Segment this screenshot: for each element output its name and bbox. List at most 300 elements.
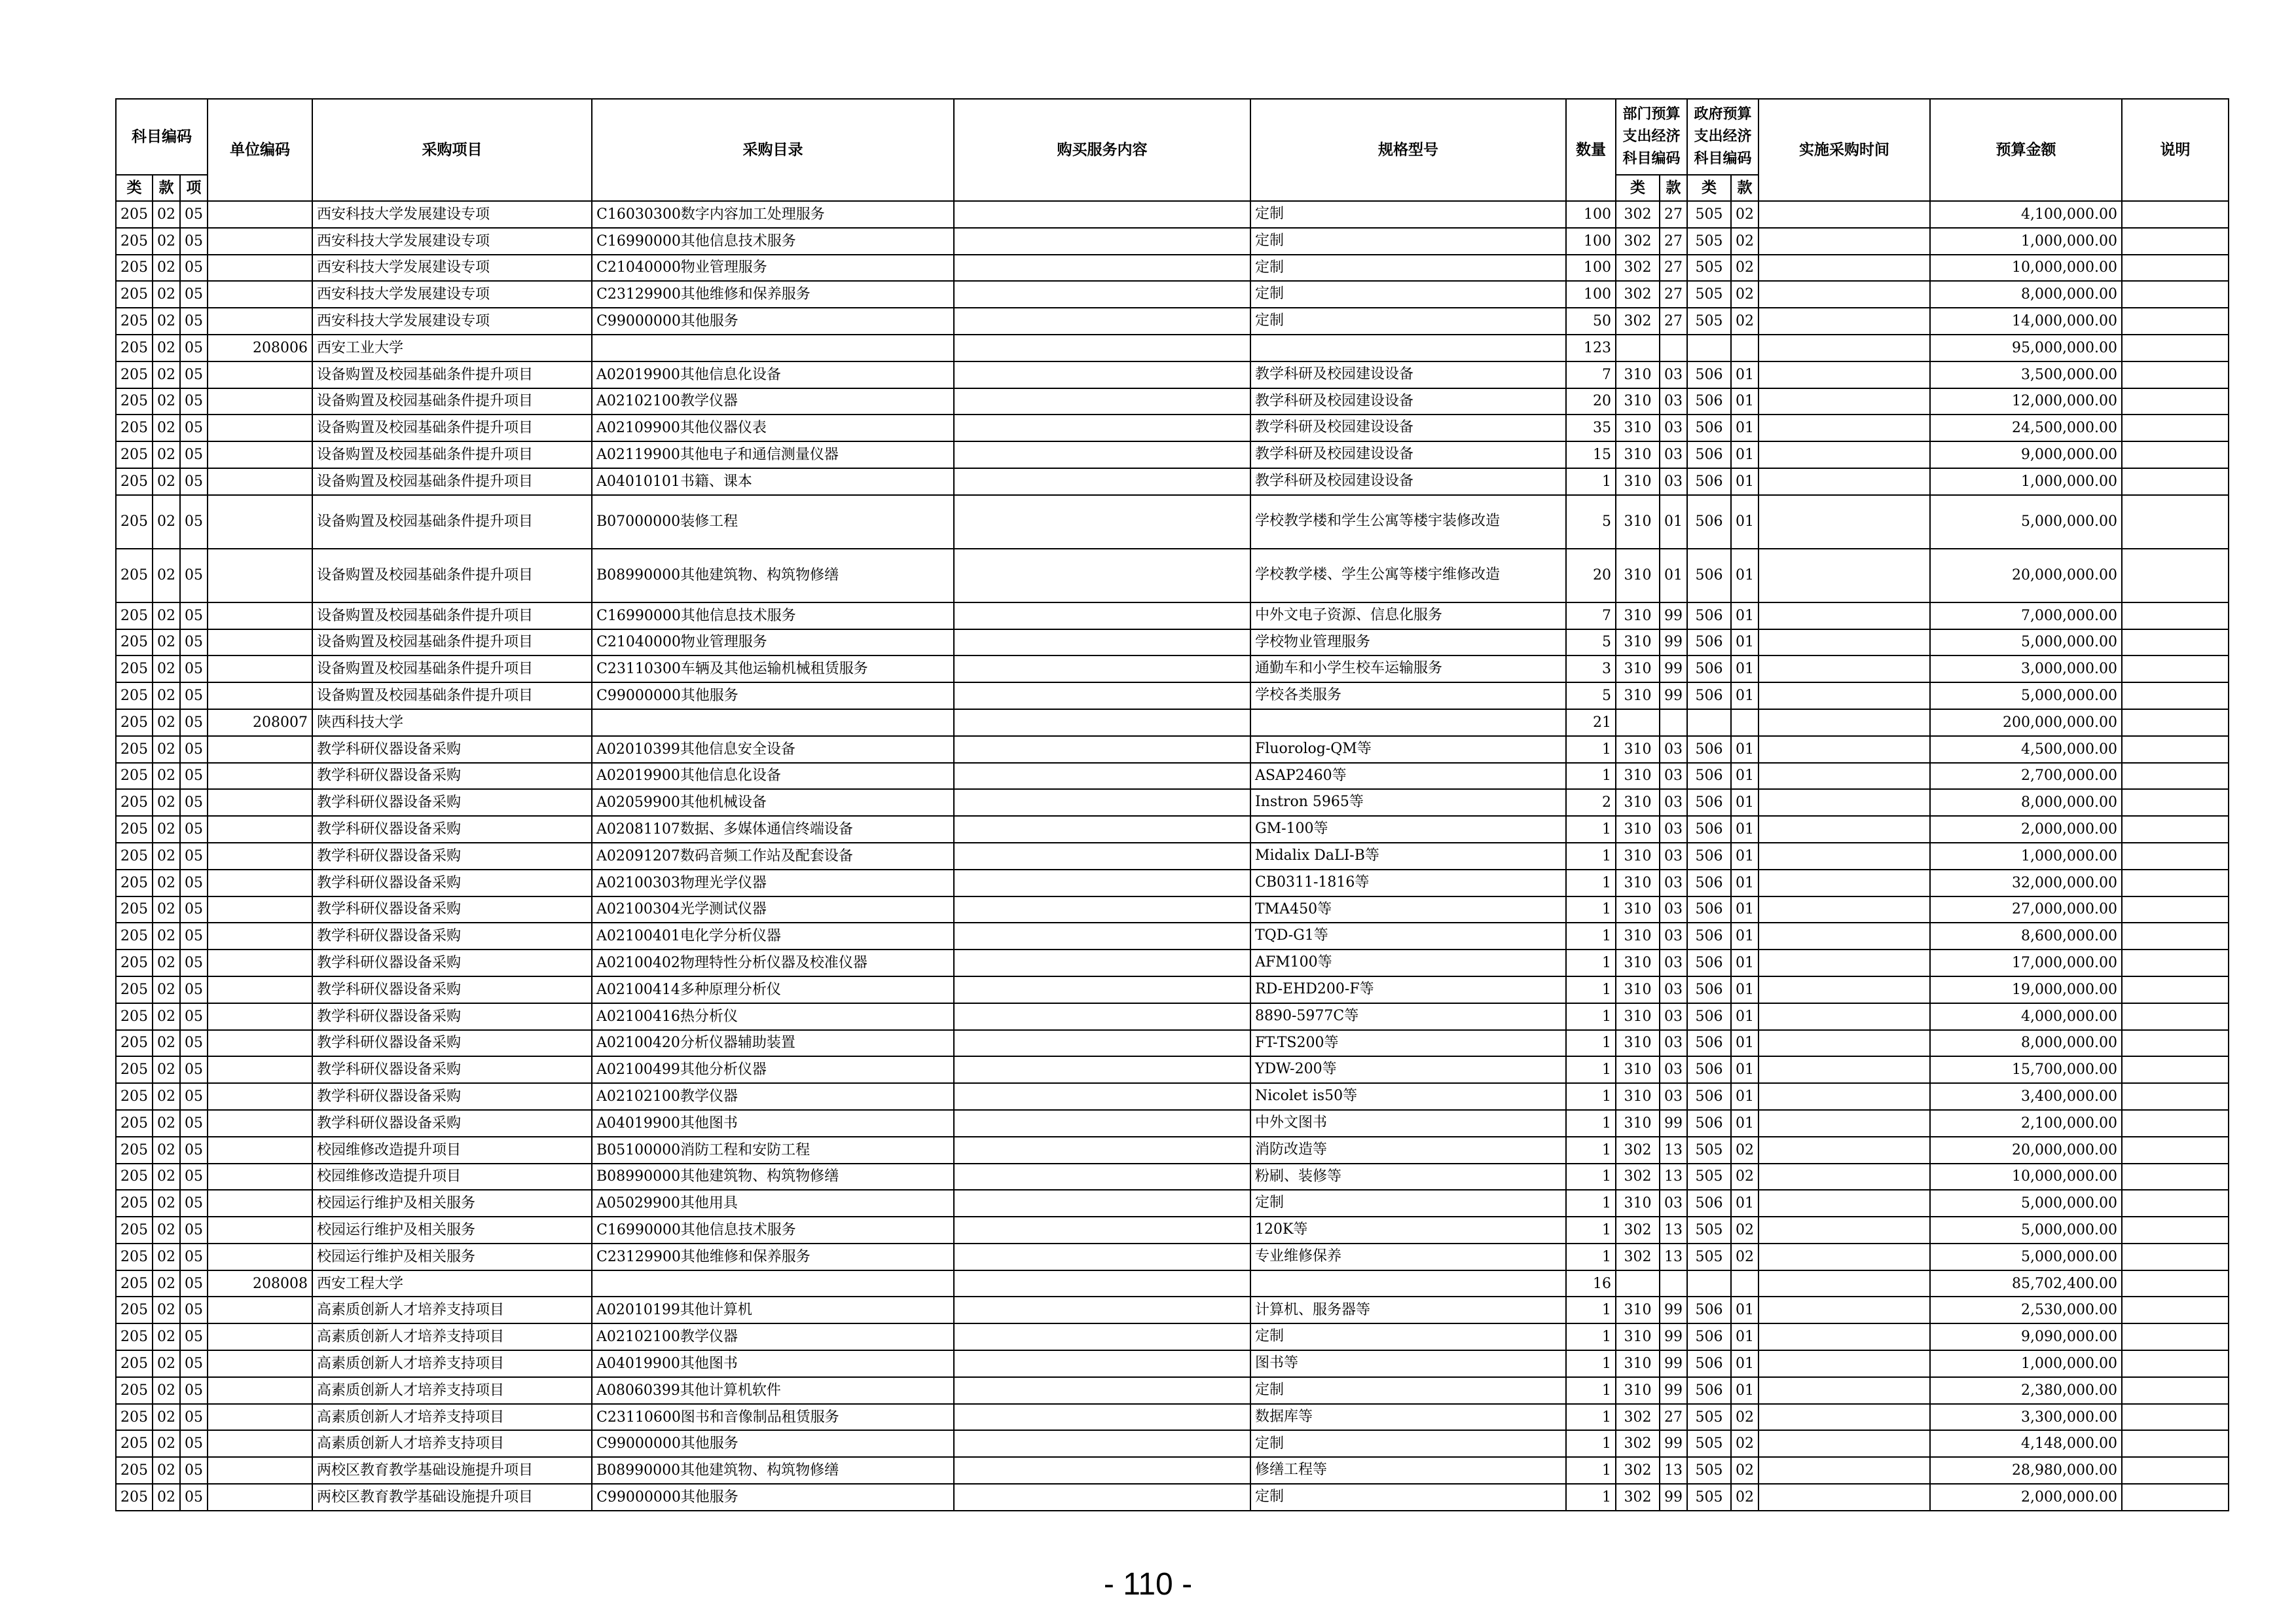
cell-note [2122,1270,2229,1297]
cell-service [954,281,1250,308]
cell-catalog: C16990000其他信息技术服务 [592,228,954,255]
cell-dept-lei: 302 [1616,255,1660,282]
cell-service [954,1110,1250,1137]
cell-service [954,1217,1250,1244]
cell-unit-code [208,1030,312,1057]
cell-spec: YDW-200等 [1250,1056,1566,1083]
cell-unit-code: 208006 [208,335,312,361]
cell-xiang: 05 [180,655,208,682]
cell-dept-lei: 310 [1616,655,1660,682]
cell-qty: 1 [1566,468,1616,495]
cell-note [2122,495,2229,549]
cell-dept-kuan: 03 [1660,361,1687,388]
cell-project: 教学科研仪器设备采购 [312,1110,592,1137]
cell-dept-lei: 302 [1616,308,1660,335]
cell-time [1758,1244,1930,1270]
cell-amount: 9,090,000.00 [1930,1323,2122,1350]
cell-catalog [592,709,954,736]
table-body [116,201,2229,1511]
cell-gov-lei: 505 [1687,1244,1731,1270]
cell-gov-lei [1687,335,1731,361]
cell-dept-lei: 310 [1616,1190,1660,1217]
cell-gov-lei: 506 [1687,682,1731,709]
cell-xiang: 05 [180,468,208,495]
cell-gov-kuan: 02 [1731,281,1758,308]
cell-qty: 35 [1566,415,1616,441]
cell-gov-kuan: 01 [1731,361,1758,388]
cell-gov-kuan: 02 [1731,1404,1758,1431]
cell-kuan: 02 [153,201,180,228]
cell-time [1758,816,1930,843]
header-dept-econ: 部门预算支出经济科目编码 [1616,99,1687,175]
cell-spec: CB0311-1816等 [1250,870,1566,896]
cell-gov-kuan: 02 [1731,1484,1758,1511]
cell-gov-kuan: 02 [1731,1430,1758,1457]
cell-gov-kuan: 01 [1731,1377,1758,1404]
cell-lei: 205 [116,468,153,495]
cell-service [954,1484,1250,1511]
cell-gov-kuan [1731,709,1758,736]
cell-gov-lei: 505 [1687,255,1731,282]
cell-dept-kuan: 99 [1660,682,1687,709]
cell-note [2122,1056,2229,1083]
cell-dept-kuan: 27 [1660,308,1687,335]
cell-unit-code [208,495,312,549]
cell-dept-kuan: 03 [1660,950,1687,976]
cell-kuan: 02 [153,1297,180,1323]
cell-dept-kuan: 99 [1660,629,1687,656]
cell-service [954,549,1250,602]
cell-note [2122,602,2229,629]
cell-service [954,1190,1250,1217]
cell-gov-lei: 506 [1687,1083,1731,1110]
cell-gov-lei: 505 [1687,1404,1731,1431]
cell-gov-kuan: 01 [1731,736,1758,763]
cell-gov-kuan: 01 [1731,1350,1758,1377]
cell-spec: 教学科研及校园建设设备 [1250,388,1566,415]
cell-dept-kuan: 99 [1660,1323,1687,1350]
cell-catalog: C23110600图书和音像制品租赁服务 [592,1404,954,1431]
cell-gov-kuan: 01 [1731,1083,1758,1110]
cell-service [954,976,1250,1003]
cell-lei: 205 [116,709,153,736]
cell-qty: 123 [1566,335,1616,361]
cell-gov-kuan: 01 [1731,388,1758,415]
table-row [116,843,2229,870]
cell-note [2122,1350,2229,1377]
table-row [116,709,2229,736]
cell-qty: 1 [1566,1164,1616,1190]
cell-catalog: A02059900其他机械设备 [592,789,954,816]
cell-amount: 14,000,000.00 [1930,308,2122,335]
cell-kuan: 02 [153,602,180,629]
cell-service [954,816,1250,843]
cell-project: 设备购置及校园基础条件提升项目 [312,629,592,656]
cell-kuan: 02 [153,549,180,602]
cell-xiang: 05 [180,1190,208,1217]
cell-unit-code [208,870,312,896]
cell-note [2122,361,2229,388]
cell-time [1758,1110,1930,1137]
cell-kuan: 02 [153,816,180,843]
cell-spec: 图书等 [1250,1350,1566,1377]
cell-catalog: C23129900其他维修和保养服务 [592,281,954,308]
cell-qty: 1 [1566,1484,1616,1511]
cell-qty: 2 [1566,789,1616,816]
cell-note [2122,388,2229,415]
cell-amount: 4,100,000.00 [1930,201,2122,228]
cell-spec: Nicolet is50等 [1250,1083,1566,1110]
cell-note [2122,816,2229,843]
cell-dept-lei: 310 [1616,1056,1660,1083]
cell-dept-kuan: 27 [1660,1404,1687,1431]
header-kuan: 款 [153,175,180,201]
cell-note [2122,950,2229,976]
cell-gov-kuan: 01 [1731,896,1758,923]
cell-time [1758,870,1930,896]
cell-dept-lei: 302 [1616,228,1660,255]
cell-qty: 16 [1566,1270,1616,1297]
table-row [116,1190,2229,1217]
cell-catalog: C16030300数字内容加工处理服务 [592,201,954,228]
cell-dept-lei: 310 [1616,789,1660,816]
cell-lei: 205 [116,1323,153,1350]
cell-unit-code [208,1457,312,1484]
cell-dept-kuan [1660,335,1687,361]
cell-gov-lei: 505 [1687,201,1731,228]
cell-spec: TQD-G1等 [1250,923,1566,950]
cell-gov-kuan: 01 [1731,1056,1758,1083]
cell-amount: 20,000,000.00 [1930,549,2122,602]
cell-dept-lei: 310 [1616,1297,1660,1323]
cell-note [2122,1244,2229,1270]
cell-time [1758,1164,1930,1190]
cell-xiang: 05 [180,1457,208,1484]
header-xiang: 项 [180,175,208,201]
cell-unit-code [208,736,312,763]
cell-gov-kuan: 01 [1731,415,1758,441]
table-row [116,468,2229,495]
cell-spec: 计算机、服务器等 [1250,1297,1566,1323]
cell-note [2122,736,2229,763]
cell-project: 陕西科技大学 [312,709,592,736]
cell-qty: 1 [1566,896,1616,923]
cell-project: 高素质创新人才培养支持项目 [312,1404,592,1431]
cell-dept-kuan: 01 [1660,549,1687,602]
cell-dept-lei: 302 [1616,1244,1660,1270]
cell-kuan: 02 [153,1270,180,1297]
cell-amount: 1,000,000.00 [1930,843,2122,870]
cell-gov-kuan [1731,335,1758,361]
cell-unit-code: 208007 [208,709,312,736]
cell-xiang: 05 [180,1430,208,1457]
cell-xiang: 05 [180,201,208,228]
cell-kuan: 02 [153,361,180,388]
cell-unit-code [208,388,312,415]
cell-amount: 27,000,000.00 [1930,896,2122,923]
cell-catalog: A02100420分析仪器辅助装置 [592,1030,954,1057]
cell-xiang: 05 [180,1484,208,1511]
cell-service [954,1297,1250,1323]
cell-kuan: 02 [153,736,180,763]
cell-kuan: 02 [153,1110,180,1137]
cell-dept-kuan: 27 [1660,281,1687,308]
cell-note [2122,1297,2229,1323]
cell-xiang: 05 [180,1377,208,1404]
cell-gov-lei: 506 [1687,870,1731,896]
cell-dept-lei: 310 [1616,441,1660,468]
cell-dept-kuan: 03 [1660,976,1687,1003]
cell-note [2122,789,2229,816]
cell-qty: 1 [1566,1244,1616,1270]
cell-note [2122,1217,2229,1244]
table-row [116,1244,2229,1270]
cell-project: 教学科研仪器设备采购 [312,923,592,950]
cell-xiang: 05 [180,1083,208,1110]
cell-lei: 205 [116,441,153,468]
cell-dept-lei: 302 [1616,1457,1660,1484]
cell-project: 教学科研仪器设备采购 [312,976,592,1003]
cell-spec: 定制 [1250,1484,1566,1511]
cell-dept-kuan: 01 [1660,495,1687,549]
table-row [116,1003,2229,1030]
cell-service [954,1270,1250,1297]
cell-kuan: 02 [153,308,180,335]
cell-unit-code [208,763,312,790]
cell-amount: 9,000,000.00 [1930,441,2122,468]
cell-gov-lei: 506 [1687,789,1731,816]
cell-project: 教学科研仪器设备采购 [312,736,592,763]
cell-kuan: 02 [153,1030,180,1057]
cell-time [1758,789,1930,816]
cell-spec: 消防改造等 [1250,1137,1566,1164]
cell-lei: 205 [116,1457,153,1484]
table-row [116,763,2229,790]
cell-service [954,1056,1250,1083]
table-header [116,99,2229,201]
cell-catalog: A02081107数据、多媒体通信终端设备 [592,816,954,843]
cell-time [1758,1323,1930,1350]
cell-kuan: 02 [153,923,180,950]
table-row [116,1404,2229,1431]
cell-project: 西安科技大学发展建设专项 [312,281,592,308]
cell-qty: 100 [1566,201,1616,228]
cell-catalog: A02019900其他信息化设备 [592,763,954,790]
cell-service [954,415,1250,441]
cell-service [954,896,1250,923]
cell-gov-lei: 506 [1687,1377,1731,1404]
cell-xiang: 05 [180,950,208,976]
table-row [116,1217,2229,1244]
cell-qty: 1 [1566,1137,1616,1164]
cell-gov-lei: 506 [1687,1030,1731,1057]
cell-project: 设备购置及校园基础条件提升项目 [312,468,592,495]
cell-gov-lei: 506 [1687,1297,1731,1323]
cell-catalog: A02100303物理光学仪器 [592,870,954,896]
table-row [116,789,2229,816]
cell-catalog: B07000000装修工程 [592,495,954,549]
cell-unit-code [208,1164,312,1190]
cell-service [954,1404,1250,1431]
cell-lei: 205 [116,255,153,282]
cell-dept-lei: 302 [1616,1217,1660,1244]
cell-spec: 学校教学楼、学生公寓等楼宇维修改造 [1250,549,1566,602]
cell-project: 教学科研仪器设备采购 [312,950,592,976]
cell-gov-lei: 505 [1687,1484,1731,1511]
cell-spec: 专业维修保养 [1250,1244,1566,1270]
cell-note [2122,1484,2229,1511]
cell-project: 设备购置及校园基础条件提升项目 [312,655,592,682]
cell-amount: 1,000,000.00 [1930,228,2122,255]
table-row [116,923,2229,950]
cell-gov-lei: 506 [1687,1110,1731,1137]
table-row [116,950,2229,976]
cell-catalog: B08990000其他建筑物、构筑物修缮 [592,1164,954,1190]
cell-lei: 205 [116,1030,153,1057]
cell-lei: 205 [116,950,153,976]
cell-kuan: 02 [153,228,180,255]
cell-dept-lei: 310 [1616,468,1660,495]
cell-project: 校园运行维护及相关服务 [312,1244,592,1270]
cell-note [2122,1083,2229,1110]
cell-gov-lei: 505 [1687,1430,1731,1457]
cell-project: 西安科技大学发展建设专项 [312,308,592,335]
cell-xiang: 05 [180,629,208,656]
cell-gov-lei: 506 [1687,763,1731,790]
cell-note [2122,415,2229,441]
cell-dept-lei: 310 [1616,388,1660,415]
cell-dept-kuan [1660,709,1687,736]
header-gov-lei: 类 [1687,175,1731,201]
header-spec: 规格型号 [1250,99,1566,201]
cell-catalog: A02019900其他信息化设备 [592,361,954,388]
cell-qty: 1 [1566,1350,1616,1377]
cell-catalog: A02010199其他计算机 [592,1297,954,1323]
table-row [116,1484,2229,1511]
cell-gov-kuan: 01 [1731,1323,1758,1350]
cell-project: 西安科技大学发展建设专项 [312,201,592,228]
cell-qty: 1 [1566,923,1616,950]
cell-xiang: 05 [180,682,208,709]
cell-gov-kuan: 01 [1731,870,1758,896]
cell-project: 教学科研仪器设备采购 [312,763,592,790]
cell-note [2122,763,2229,790]
cell-unit-code [208,1323,312,1350]
cell-dept-kuan: 03 [1660,789,1687,816]
cell-xiang: 05 [180,549,208,602]
cell-qty: 1 [1566,1323,1616,1350]
cell-note [2122,441,2229,468]
cell-amount: 24,500,000.00 [1930,415,2122,441]
cell-dept-lei: 310 [1616,549,1660,602]
table-row [116,1457,2229,1484]
cell-dept-kuan: 03 [1660,816,1687,843]
cell-gov-kuan: 01 [1731,923,1758,950]
cell-note [2122,896,2229,923]
cell-time [1758,1430,1930,1457]
cell-amount: 10,000,000.00 [1930,1164,2122,1190]
cell-gov-kuan: 01 [1731,629,1758,656]
cell-project: 高素质创新人才培养支持项目 [312,1377,592,1404]
cell-kuan: 02 [153,1056,180,1083]
cell-service [954,736,1250,763]
cell-unit-code [208,602,312,629]
cell-qty: 1 [1566,1430,1616,1457]
cell-note [2122,1110,2229,1137]
cell-project: 设备购置及校园基础条件提升项目 [312,415,592,441]
cell-note [2122,1404,2229,1431]
cell-xiang: 05 [180,415,208,441]
cell-xiang: 05 [180,335,208,361]
cell-lei: 205 [116,655,153,682]
cell-amount: 200,000,000.00 [1930,709,2122,736]
cell-service [954,1377,1250,1404]
cell-lei: 205 [116,495,153,549]
cell-gov-kuan: 01 [1731,549,1758,602]
cell-spec: Fluorolog-QM等 [1250,736,1566,763]
cell-project: 设备购置及校园基础条件提升项目 [312,602,592,629]
cell-amount: 85,702,400.00 [1930,1270,2122,1297]
cell-gov-lei: 505 [1687,308,1731,335]
cell-kuan: 02 [153,843,180,870]
cell-unit-code [208,1110,312,1137]
cell-unit-code [208,1137,312,1164]
cell-gov-lei: 506 [1687,361,1731,388]
cell-time [1758,736,1930,763]
cell-dept-lei: 310 [1616,1377,1660,1404]
cell-project: 校园运行维护及相关服务 [312,1217,592,1244]
table-row [116,441,2229,468]
cell-kuan: 02 [153,1350,180,1377]
cell-xiang: 05 [180,870,208,896]
cell-unit-code [208,923,312,950]
cell-gov-lei: 506 [1687,468,1731,495]
header-dept-lei: 类 [1616,175,1660,201]
cell-qty: 5 [1566,629,1616,656]
cell-service [954,629,1250,656]
cell-xiang: 05 [180,1110,208,1137]
cell-kuan: 02 [153,468,180,495]
cell-lei: 205 [116,281,153,308]
cell-dept-kuan: 03 [1660,441,1687,468]
cell-project: 教学科研仪器设备采购 [312,1030,592,1057]
cell-qty: 1 [1566,1457,1616,1484]
cell-time [1758,468,1930,495]
cell-lei: 205 [116,896,153,923]
cell-gov-lei: 506 [1687,629,1731,656]
cell-time [1758,441,1930,468]
cell-note [2122,629,2229,656]
cell-service [954,843,1250,870]
cell-gov-kuan: 02 [1731,1164,1758,1190]
cell-kuan: 02 [153,281,180,308]
cell-lei: 205 [116,308,153,335]
cell-lei: 205 [116,335,153,361]
cell-lei: 205 [116,1217,153,1244]
cell-project: 校园维修改造提升项目 [312,1164,592,1190]
cell-unit-code [208,1083,312,1110]
cell-dept-kuan: 99 [1660,1110,1687,1137]
cell-note [2122,1457,2229,1484]
cell-project: 教学科研仪器设备采购 [312,870,592,896]
cell-dept-lei [1616,1270,1660,1297]
cell-note [2122,335,2229,361]
cell-xiang: 05 [180,1350,208,1377]
table-row [116,1110,2229,1137]
cell-catalog: A02102100教学仪器 [592,388,954,415]
cell-qty: 1 [1566,1030,1616,1057]
cell-catalog: C16990000其他信息技术服务 [592,602,954,629]
